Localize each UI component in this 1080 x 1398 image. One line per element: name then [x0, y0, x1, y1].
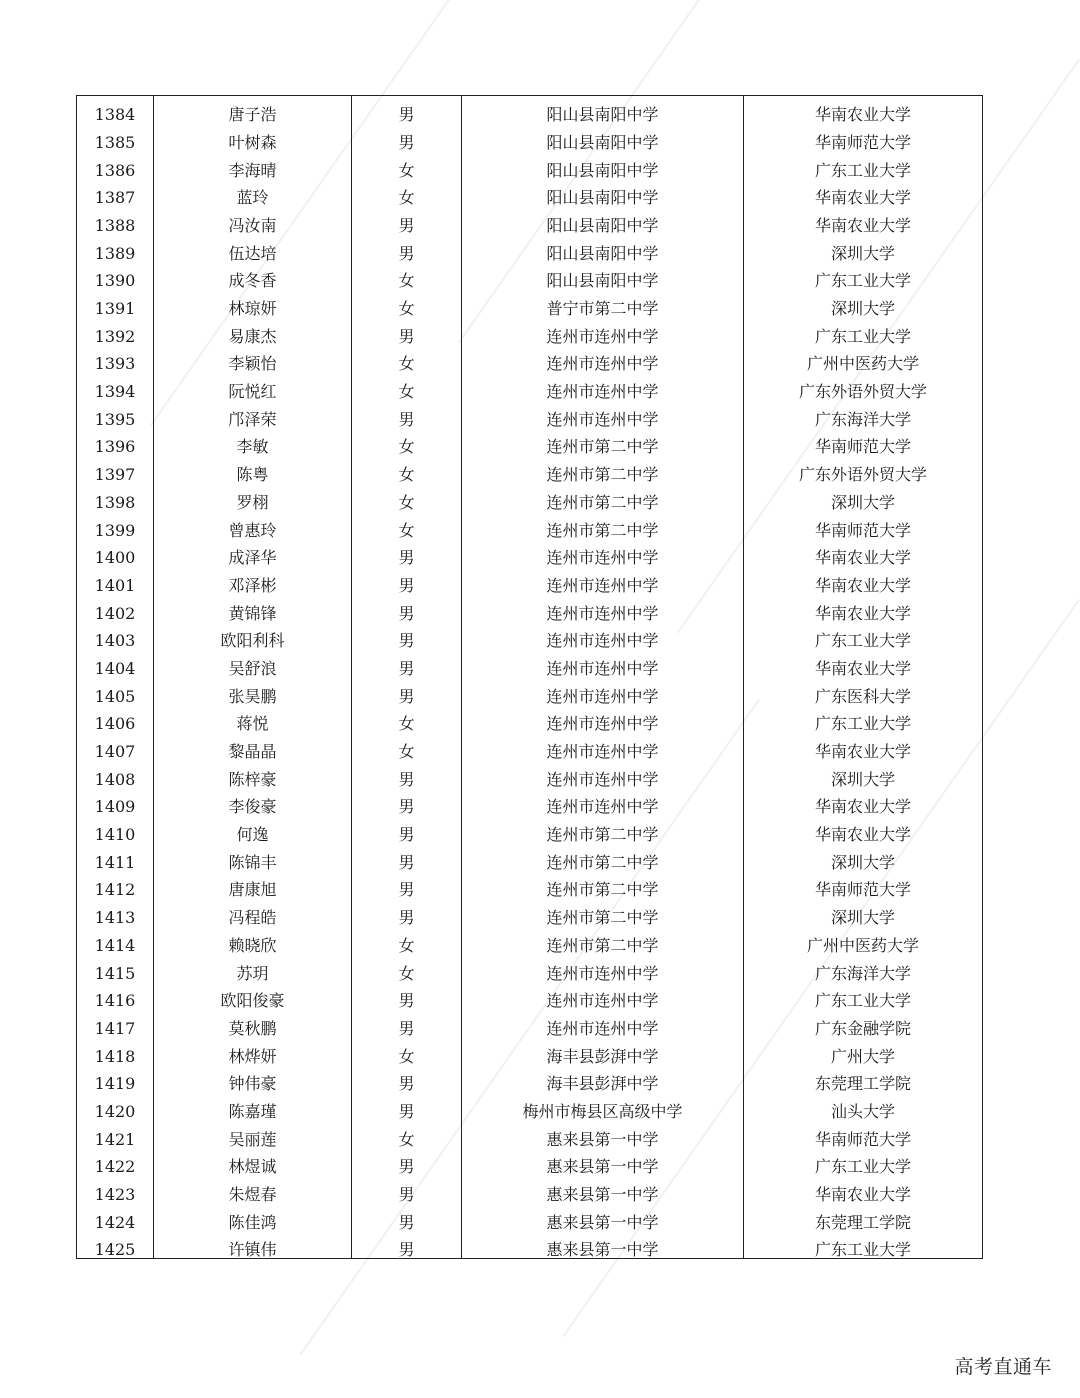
university-cell: 广东工业大学 [744, 317, 983, 345]
table-row [77, 345, 983, 373]
row-number-cell: 1385 [77, 123, 154, 151]
table-row [77, 262, 983, 290]
university-cell: 华南师范大学 [744, 123, 983, 151]
high-school-cell: 连州市连州中学 [462, 954, 744, 982]
row-number-cell: 1396 [77, 428, 154, 456]
high-school-cell: 阳山县南阳中学 [462, 151, 744, 179]
student-name-cell: 蒋悦 [154, 705, 352, 733]
university-cell: 东莞理工学院 [744, 1203, 983, 1231]
gender-cell: 男 [352, 760, 462, 788]
gender-cell: 男 [352, 400, 462, 428]
university-cell: 广东工业大学 [744, 1231, 983, 1259]
university-cell: 广东海洋大学 [744, 954, 983, 982]
university-cell: 华南农业大学 [744, 594, 983, 622]
table-row [77, 954, 983, 982]
student-name-cell: 邝泽荣 [154, 400, 352, 428]
high-school-cell: 连州市连州中学 [462, 400, 744, 428]
university-cell: 华南农业大学 [744, 788, 983, 816]
university-cell: 华南农业大学 [744, 566, 983, 594]
gender-cell: 男 [352, 1203, 462, 1231]
student-name-cell: 陈粤 [154, 455, 352, 483]
row-number-cell: 1407 [77, 732, 154, 760]
gender-cell: 男 [352, 788, 462, 816]
student-name-cell: 陈嘉瑾 [154, 1092, 352, 1120]
university-cell: 广东金融学院 [744, 1009, 983, 1037]
high-school-cell: 连州市第二中学 [462, 483, 744, 511]
gender-cell: 男 [352, 982, 462, 1010]
student-name-cell: 林烨妍 [154, 1037, 352, 1065]
gender-cell: 女 [352, 926, 462, 954]
row-number-cell: 1409 [77, 788, 154, 816]
student-name-cell: 黄锦锋 [154, 594, 352, 622]
row-number-cell: 1392 [77, 317, 154, 345]
row-number-cell: 1387 [77, 179, 154, 207]
table-row [77, 1092, 983, 1120]
high-school-cell: 连州市连州中学 [462, 677, 744, 705]
table-row [77, 483, 983, 511]
student-name-cell: 林煜诚 [154, 1148, 352, 1176]
high-school-cell: 连州市第二中学 [462, 428, 744, 456]
student-name-cell: 林琼妍 [154, 289, 352, 317]
gender-cell: 女 [352, 483, 462, 511]
high-school-cell: 惠来县第一中学 [462, 1120, 744, 1148]
university-cell: 广东工业大学 [744, 982, 983, 1010]
high-school-cell: 阳山县南阳中学 [462, 234, 744, 262]
row-number-cell: 1398 [77, 483, 154, 511]
student-name-cell: 罗栩 [154, 483, 352, 511]
table-row [77, 428, 983, 456]
table-row [77, 898, 983, 926]
student-name-cell: 吴丽莲 [154, 1120, 352, 1148]
row-number-cell: 1400 [77, 539, 154, 567]
high-school-cell: 连州市第二中学 [462, 455, 744, 483]
student-name-cell: 欧阳利科 [154, 622, 352, 650]
high-school-cell: 海丰县彭湃中学 [462, 1037, 744, 1065]
student-name-cell: 何逸 [154, 815, 352, 843]
row-number-cell: 1411 [77, 843, 154, 871]
row-number-cell: 1405 [77, 677, 154, 705]
row-number-cell: 1389 [77, 234, 154, 262]
table-row [77, 760, 983, 788]
table-row [77, 871, 983, 899]
table-row [77, 234, 983, 262]
student-name-cell: 成泽华 [154, 539, 352, 567]
high-school-cell: 连州市第二中学 [462, 843, 744, 871]
table-row [77, 926, 983, 954]
university-cell: 东莞理工学院 [744, 1065, 983, 1093]
gender-cell: 男 [352, 677, 462, 705]
gender-cell: 男 [352, 815, 462, 843]
student-name-cell: 唐子浩 [154, 96, 352, 124]
gender-cell: 女 [352, 1037, 462, 1065]
admission-list-table [76, 95, 983, 1259]
student-name-cell: 许镇伟 [154, 1231, 352, 1259]
high-school-cell: 连州市连州中学 [462, 1009, 744, 1037]
gender-cell: 女 [352, 455, 462, 483]
gender-cell: 女 [352, 151, 462, 179]
row-number-cell: 1423 [77, 1175, 154, 1203]
gender-cell: 男 [352, 206, 462, 234]
university-cell: 华南农业大学 [744, 179, 983, 207]
gender-cell: 男 [352, 539, 462, 567]
row-number-cell: 1384 [77, 96, 154, 124]
high-school-cell: 阳山县南阳中学 [462, 262, 744, 290]
university-cell: 深圳大学 [744, 289, 983, 317]
gender-cell: 男 [352, 622, 462, 650]
high-school-cell: 连州市连州中学 [462, 345, 744, 373]
university-cell: 广州中医药大学 [744, 345, 983, 373]
student-name-cell: 易康杰 [154, 317, 352, 345]
university-cell: 广州中医药大学 [744, 926, 983, 954]
source-logo-text: 高考直通车 [954, 1356, 1052, 1378]
row-number-cell: 1413 [77, 898, 154, 926]
high-school-cell: 连州市连州中学 [462, 732, 744, 760]
student-name-cell: 钟伟豪 [154, 1065, 352, 1093]
student-name-cell: 莫秋鹏 [154, 1009, 352, 1037]
university-cell: 华南农业大学 [744, 815, 983, 843]
gender-cell: 男 [352, 317, 462, 345]
high-school-cell: 惠来县第一中学 [462, 1148, 744, 1176]
row-number-cell: 1388 [77, 206, 154, 234]
high-school-cell: 阳山县南阳中学 [462, 206, 744, 234]
table-row [77, 566, 983, 594]
gender-cell: 男 [352, 96, 462, 124]
row-number-cell: 1420 [77, 1092, 154, 1120]
table-row [77, 123, 983, 151]
table-row [77, 455, 983, 483]
gender-cell: 男 [352, 1175, 462, 1203]
table-row [77, 649, 983, 677]
row-number-cell: 1415 [77, 954, 154, 982]
student-name-cell: 朱煜春 [154, 1175, 352, 1203]
gender-cell: 男 [352, 1231, 462, 1259]
gender-cell: 男 [352, 871, 462, 899]
table-row [77, 511, 983, 539]
gender-cell: 女 [352, 705, 462, 733]
table-row [77, 400, 983, 428]
high-school-cell: 惠来县第一中学 [462, 1203, 744, 1231]
student-name-cell: 李颖怡 [154, 345, 352, 373]
university-cell: 广东工业大学 [744, 262, 983, 290]
high-school-cell: 连州市连州中学 [462, 622, 744, 650]
university-cell: 华南师范大学 [744, 511, 983, 539]
row-number-cell: 1424 [77, 1203, 154, 1231]
high-school-cell: 连州市连州中学 [462, 649, 744, 677]
row-number-cell: 1401 [77, 566, 154, 594]
gender-cell: 男 [352, 843, 462, 871]
row-number-cell: 1399 [77, 511, 154, 539]
table-row [77, 151, 983, 179]
student-name-cell: 吴舒浪 [154, 649, 352, 677]
student-name-cell: 张昊鹏 [154, 677, 352, 705]
row-number-cell: 1417 [77, 1009, 154, 1037]
row-number-cell: 1402 [77, 594, 154, 622]
university-cell: 华南农业大学 [744, 732, 983, 760]
university-cell: 广东医科大学 [744, 677, 983, 705]
university-cell: 广州大学 [744, 1037, 983, 1065]
row-number-cell: 1418 [77, 1037, 154, 1065]
student-name-cell: 黎晶晶 [154, 732, 352, 760]
gender-cell: 男 [352, 123, 462, 151]
student-name-cell: 成冬香 [154, 262, 352, 290]
table-row [77, 732, 983, 760]
gender-cell: 女 [352, 732, 462, 760]
university-cell: 汕头大学 [744, 1092, 983, 1120]
table-row [77, 594, 983, 622]
table-row [77, 1009, 983, 1037]
gender-cell: 女 [352, 428, 462, 456]
student-name-cell: 唐康旭 [154, 871, 352, 899]
high-school-cell: 连州市连州中学 [462, 594, 744, 622]
gender-cell: 女 [352, 511, 462, 539]
high-school-cell: 惠来县第一中学 [462, 1231, 744, 1259]
gender-cell: 女 [352, 345, 462, 373]
row-number-cell: 1414 [77, 926, 154, 954]
gender-cell: 男 [352, 594, 462, 622]
row-number-cell: 1397 [77, 455, 154, 483]
gender-cell: 女 [352, 179, 462, 207]
high-school-cell: 连州市连州中学 [462, 566, 744, 594]
high-school-cell: 连州市连州中学 [462, 705, 744, 733]
high-school-cell: 连州市第二中学 [462, 926, 744, 954]
table-row [77, 622, 983, 650]
university-cell: 广东工业大学 [744, 151, 983, 179]
table-row [77, 1175, 983, 1203]
university-cell: 华南师范大学 [744, 428, 983, 456]
table-row [77, 1148, 983, 1176]
gender-cell: 男 [352, 649, 462, 677]
student-name-cell: 陈梓豪 [154, 760, 352, 788]
university-cell: 深圳大学 [744, 234, 983, 262]
university-cell: 广东外语外贸大学 [744, 372, 983, 400]
table-body [77, 96, 983, 1259]
student-name-cell: 陈佳鸿 [154, 1203, 352, 1231]
high-school-cell: 阳山县南阳中学 [462, 96, 744, 124]
high-school-cell: 连州市连州中学 [462, 372, 744, 400]
student-name-cell: 冯程皓 [154, 898, 352, 926]
high-school-cell: 连州市第二中学 [462, 871, 744, 899]
table-row [77, 815, 983, 843]
row-number-cell: 1386 [77, 151, 154, 179]
table-row [77, 1037, 983, 1065]
university-cell: 华南农业大学 [744, 96, 983, 124]
student-name-cell: 曾惠玲 [154, 511, 352, 539]
gender-cell: 女 [352, 262, 462, 290]
university-cell: 华南农业大学 [744, 649, 983, 677]
university-cell: 广东海洋大学 [744, 400, 983, 428]
student-name-cell: 苏玥 [154, 954, 352, 982]
row-number-cell: 1422 [77, 1148, 154, 1176]
university-cell: 深圳大学 [744, 760, 983, 788]
gender-cell: 男 [352, 566, 462, 594]
gender-cell: 女 [352, 372, 462, 400]
table-row [77, 677, 983, 705]
university-cell: 广东工业大学 [744, 1148, 983, 1176]
high-school-cell: 海丰县彭湃中学 [462, 1065, 744, 1093]
row-number-cell: 1395 [77, 400, 154, 428]
university-cell: 华南师范大学 [744, 871, 983, 899]
gender-cell: 男 [352, 234, 462, 262]
university-cell: 华南师范大学 [744, 1120, 983, 1148]
table-row [77, 1203, 983, 1231]
student-name-cell: 李海晴 [154, 151, 352, 179]
gender-cell: 男 [352, 1009, 462, 1037]
student-name-cell: 赖晓欣 [154, 926, 352, 954]
high-school-cell: 连州市连州中学 [462, 982, 744, 1010]
university-cell: 广东工业大学 [744, 705, 983, 733]
student-name-cell: 邓泽彬 [154, 566, 352, 594]
gender-cell: 男 [352, 898, 462, 926]
student-name-cell: 李敏 [154, 428, 352, 456]
university-cell: 深圳大学 [744, 898, 983, 926]
row-number-cell: 1406 [77, 705, 154, 733]
table-row [77, 1065, 983, 1093]
high-school-cell: 连州市第二中学 [462, 815, 744, 843]
row-number-cell: 1412 [77, 871, 154, 899]
university-cell: 深圳大学 [744, 843, 983, 871]
table-row [77, 289, 983, 317]
gender-cell: 女 [352, 954, 462, 982]
university-cell: 华南农业大学 [744, 1175, 983, 1203]
table-row [77, 206, 983, 234]
gender-cell: 男 [352, 1092, 462, 1120]
gender-cell: 女 [352, 1120, 462, 1148]
high-school-cell: 连州市第二中学 [462, 511, 744, 539]
row-number-cell: 1416 [77, 982, 154, 1010]
row-number-cell: 1419 [77, 1065, 154, 1093]
table-row [77, 539, 983, 567]
university-cell: 华南农业大学 [744, 539, 983, 567]
student-name-cell: 李俊豪 [154, 788, 352, 816]
row-number-cell: 1394 [77, 372, 154, 400]
table-row [77, 1231, 983, 1259]
high-school-cell: 普宁市第二中学 [462, 289, 744, 317]
table-row [77, 788, 983, 816]
high-school-cell: 梅州市梅县区高级中学 [462, 1092, 744, 1120]
row-number-cell: 1425 [77, 1231, 154, 1259]
row-number-cell: 1421 [77, 1120, 154, 1148]
table-row [77, 317, 983, 345]
student-name-cell: 伍达培 [154, 234, 352, 262]
high-school-cell: 惠来县第一中学 [462, 1175, 744, 1203]
student-name-cell: 蓝玲 [154, 179, 352, 207]
table-row [77, 372, 983, 400]
high-school-cell: 连州市第二中学 [462, 898, 744, 926]
row-number-cell: 1410 [77, 815, 154, 843]
student-name-cell: 冯汝南 [154, 206, 352, 234]
table-row [77, 96, 983, 124]
high-school-cell: 阳山县南阳中学 [462, 179, 744, 207]
high-school-cell: 连州市连州中学 [462, 317, 744, 345]
row-number-cell: 1390 [77, 262, 154, 290]
table-row [77, 982, 983, 1010]
university-cell: 广东外语外贸大学 [744, 455, 983, 483]
high-school-cell: 连州市连州中学 [462, 539, 744, 567]
row-number-cell: 1404 [77, 649, 154, 677]
student-name-cell: 阮悦红 [154, 372, 352, 400]
row-number-cell: 1391 [77, 289, 154, 317]
university-cell: 华南农业大学 [744, 206, 983, 234]
high-school-cell: 连州市连州中学 [462, 788, 744, 816]
university-cell: 深圳大学 [744, 483, 983, 511]
high-school-cell: 连州市连州中学 [462, 760, 744, 788]
gender-cell: 男 [352, 1148, 462, 1176]
row-number-cell: 1408 [77, 760, 154, 788]
student-name-cell: 陈锦丰 [154, 843, 352, 871]
student-name-cell: 欧阳俊豪 [154, 982, 352, 1010]
row-number-cell: 1393 [77, 345, 154, 373]
gender-cell: 男 [352, 1065, 462, 1093]
table-row [77, 705, 983, 733]
student-name-cell: 叶树森 [154, 123, 352, 151]
table-row [77, 1120, 983, 1148]
row-number-cell: 1403 [77, 622, 154, 650]
high-school-cell: 阳山县南阳中学 [462, 123, 744, 151]
gender-cell: 女 [352, 289, 462, 317]
university-cell: 广东工业大学 [744, 622, 983, 650]
table-row [77, 843, 983, 871]
table-row [77, 179, 983, 207]
